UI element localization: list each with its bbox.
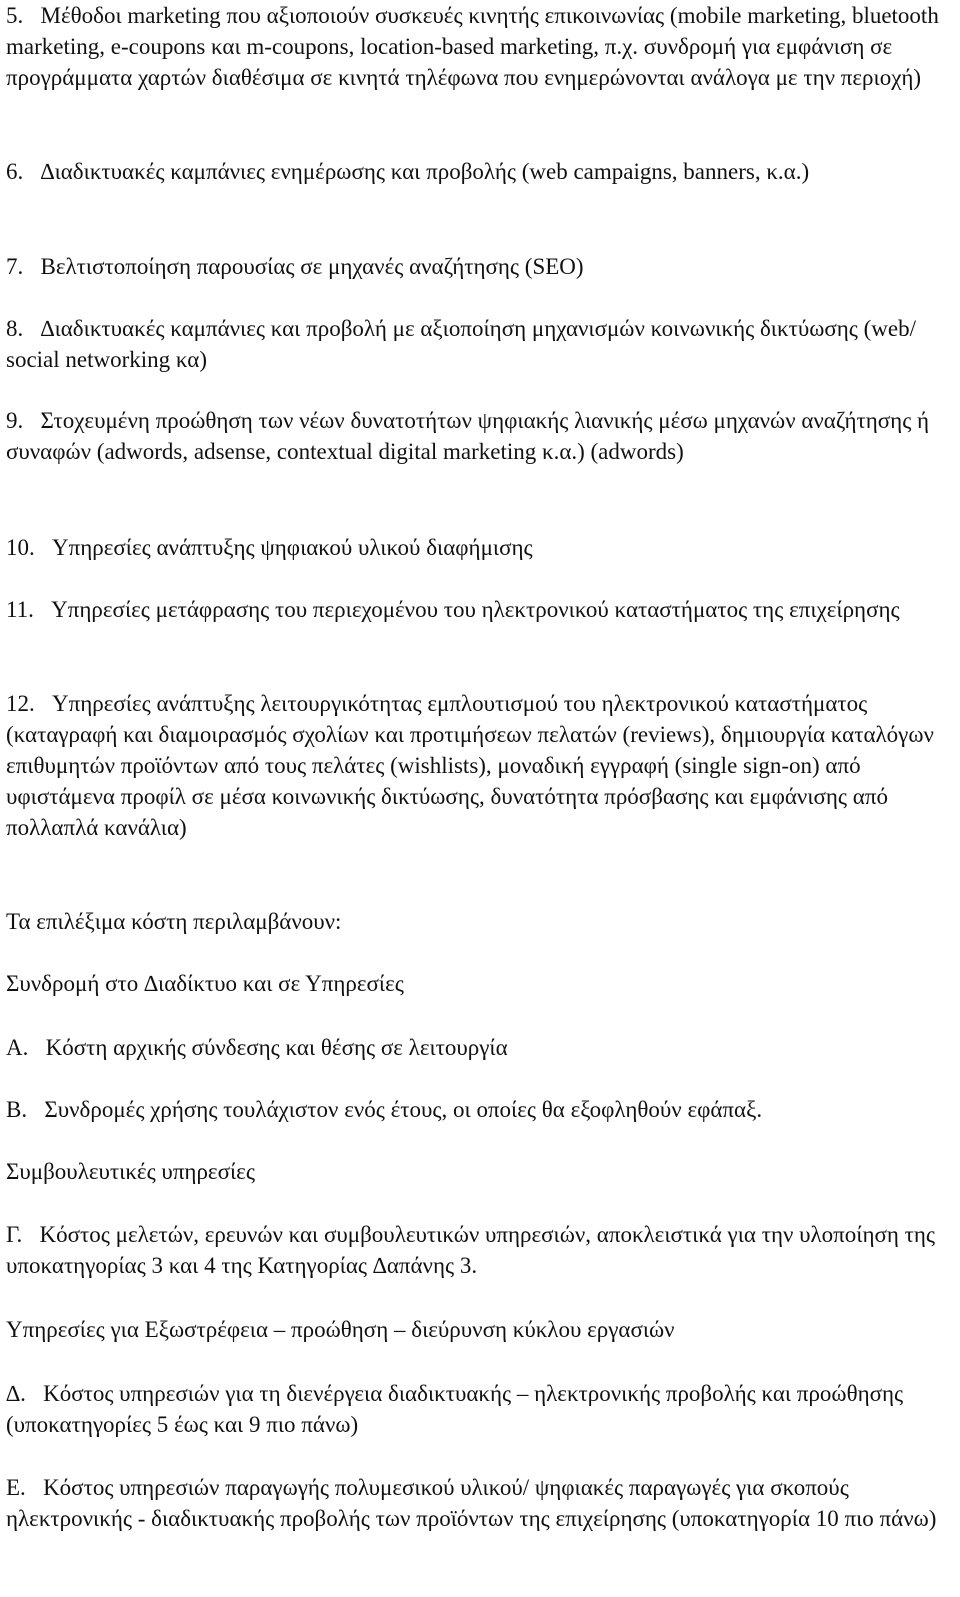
list-item-5 [6,0,946,93]
list-item-number: 11. [6,597,34,622]
cost-item-a [6,1032,946,1063]
cost-item-letter: Γ. [6,1222,23,1247]
list-item-text: ∆ιαδικτυακές καμπάνιες ενημέρωσης και προβολής (web campaigns, banners, κ.α.) [40,159,810,184]
eligible-costs-heading: Τα επιλέξιμα κόστη περιλαμβάνουν: [6,909,342,934]
list-item-8 [6,313,946,375]
cost-item-b [6,1094,946,1125]
list-item-number: 8. [6,316,24,341]
cost-item-text: Συνδρομές χρήσης τουλάχιστον ενός έτους, οι οποίες θα εξοφληθούν εφάπαξ. [44,1097,763,1122]
cost-item-letter: Ε. [6,1475,26,1500]
list-item-7 [6,251,946,282]
cost-item-text: Κόστη αρχικής σύνδεσης και θέσης σε λειτουργία [45,1035,508,1060]
section-heading-internet: Συνδρομή στο ∆ιαδίκτυο και σε Υπηρεσίες [6,971,404,996]
cost-item-e [6,1472,946,1534]
section-heading-extroversion: Υπηρεσίες για Εξωστρέφεια – προώθηση – διεύρυνση κύκλου εργασιών [6,1317,675,1342]
list-item-text: Υπηρεσίες ανάπτυξης λειτουργικότητας εμπλουτισμού του ηλεκτρονικού καταστήματος (καταγραφή και διαμοιρασμός σχολίων και προτιμήσεων πελατών (reviews), δημιουργία καταλόγων επιθυμητών προϊόντων από τους πελάτες (wishlists), μοναδική εγγραφή (single sign-on) από υφιστάμενα προφίλ σε μέσα κοινωνικής δικτύωσης, δυνατότητα πρόσβασης και εμφάνισης από πολλαπλά κανάλια) [6,691,934,840]
list-item-text: Στοχευμένη προώθηση των νέων δυνατοτήτων ψηφιακής λιανικής μέσω μηχανών αναζήτησης ή συναφών (adwords, adsense, contextual digital marketing κ.α.) (adwords) [6,408,930,464]
cost-item-letter: ∆. [6,1381,26,1406]
list-item-10 [6,532,946,563]
list-item-12 [6,688,946,843]
cost-item-letter: Α. [6,1035,29,1060]
cost-item-text: Κόστος υπηρεσιών για τη διενέργεια διαδικτυακής – ηλεκτρονικής προβολής και προώθησης (υποκατηγορίες 5 έως και 9 πιο πάνω) [6,1381,904,1437]
list-item-number: 12. [6,691,35,716]
list-item-text: ∆ιαδικτυακές καμπάνιες και προβολή με αξιοποίηση μηχανισμών κοινωνικής δικτύωσης (web/ social networking κα) [6,316,917,372]
list-item-number: 7. [6,254,24,279]
cost-item-c [6,1219,946,1281]
section-heading-consulting: Συμβουλευτικές υπηρεσίες [6,1159,255,1184]
list-item-number: 5. [6,3,24,28]
list-item-text: Υπηρεσίες μετάφρασης του περιεχομένου του ηλεκτρονικού καταστήματος της επιχείρησης [51,597,900,622]
list-item-number: 10. [6,535,35,560]
cost-item-letter: Β. [6,1097,28,1122]
list-item-text: Βελτιστοποίηση παρουσίας σε μηχανές αναζήτησης (SEO) [40,254,584,279]
list-item-text: Υπηρεσίες ανάπτυξης ψηφιακού υλικού διαφήμισης [52,535,533,560]
list-item-6 [6,156,946,187]
list-item-number: 6. [6,159,24,184]
list-item-number: 9. [6,408,24,433]
cost-item-d [6,1378,946,1440]
list-item-text: Μέθοδοι marketing που αξιοποιούν συσκευές κινητής επικοινωνίας (mobile marketing, bluetooth marketing, e-coupons και m-coupons, location-based marketing, π.χ. συνδρομή για εμφάνιση σε προγράμματα χαρτών διαθέσιμα σε κινητά τηλέφωνα που ενημερώνονται ανάλογα με την περιοχή) [6,3,939,90]
list-item-11 [6,594,946,625]
list-item-9 [6,405,946,467]
cost-item-text: Κόστος μελετών, ερευνών και συμβουλευτικών υπηρεσιών, αποκλειστικά για την υλοποίηση της υποκατηγορίας 3 και 4 της Κατηγορίας ∆απάνης 3. [6,1222,936,1278]
cost-item-text: Κόστος υπηρεσιών παραγωγής πολυμεσικού υλικού/ ψηφιακές παραγωγές για σκοπούς ηλεκτρονικής - διαδικτυακής προβολής των προϊόντων της επιχείρησης (υποκατηγορία 10 πιο πάνω) [6,1475,937,1531]
